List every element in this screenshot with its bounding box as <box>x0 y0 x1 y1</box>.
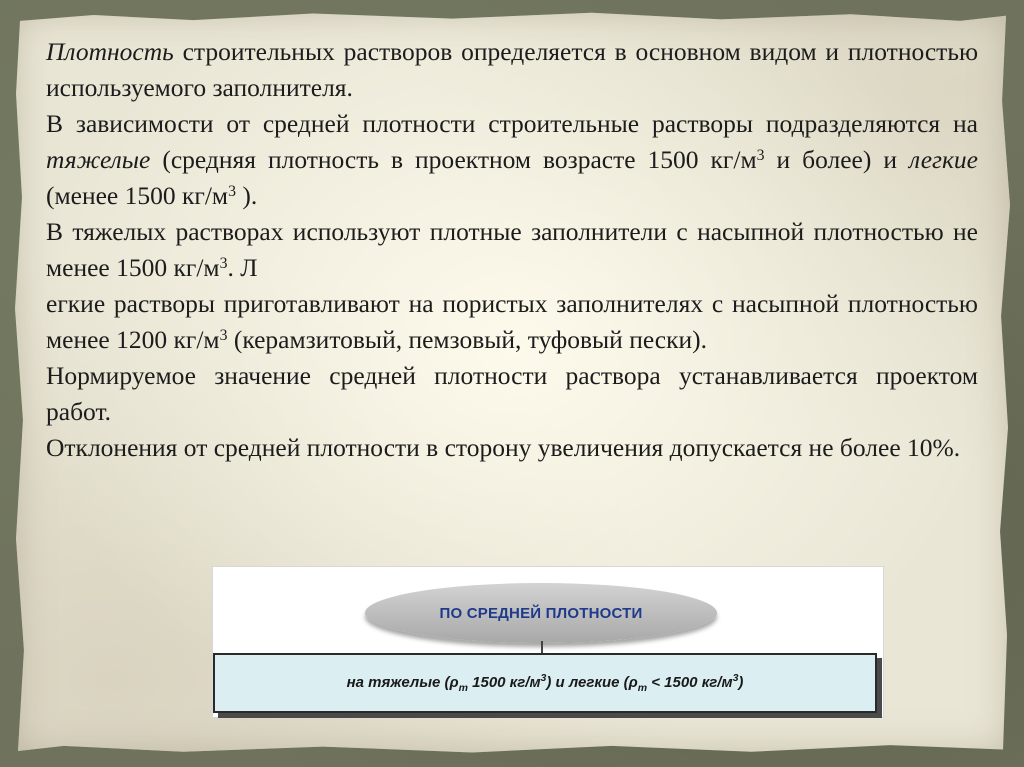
paragraph-text: (керамзитовый, пемзовый, туфовый пески). <box>227 325 708 354</box>
caption-text: 1500 кг/м <box>467 674 541 691</box>
paragraph-classification <box>46 106 978 214</box>
term-density: Плотность <box>46 37 174 66</box>
superscript: 3 <box>219 255 228 273</box>
paragraph-text: егкие растворы приготавливают на пористых заполнителях с насыпной плотностью менее 1200 кг/м <box>46 289 978 354</box>
paragraph-light-aggregates <box>46 286 978 358</box>
body-text <box>46 34 978 466</box>
paragraph-text: (менее 1500 кг/м <box>46 181 229 210</box>
density-diagram <box>212 566 884 718</box>
diagram-caption <box>347 672 744 694</box>
paragraph-text: (средняя плотность в проектном возрасте 1500 кг/м <box>150 145 757 174</box>
caption-text: ) и легкие (ρ <box>546 674 638 691</box>
paragraph-density-definition <box>46 34 978 106</box>
paragraph-text: . Л <box>227 253 258 282</box>
paragraph-text: ). <box>235 181 258 210</box>
superscript: 3 <box>219 327 228 345</box>
paragraph-text: и более) и <box>764 145 909 174</box>
caption-superscript: 3 <box>540 672 547 684</box>
paragraph-normative: Нормируемое значение средней плотности раствора устанавливается проектом работ. <box>46 361 978 426</box>
paragraph-text: строительных растворов определяется в основном видом и плотностью используемого заполнителя. <box>46 37 978 102</box>
caption-text: на тяжелые (ρ <box>346 674 459 691</box>
caption-text: ) <box>738 674 744 691</box>
paragraph-deviation: Отклонения от средней плотности в сторону увеличения допускается не более 10%. <box>46 433 961 462</box>
caption-text: < 1500 кг/м <box>647 674 733 691</box>
diagram-caption-box <box>213 653 877 713</box>
term-heavy: тяжелые <box>46 145 151 174</box>
paragraph-heavy-aggregates <box>46 214 978 286</box>
paragraph-text: В зависимости от средней плотности строительные растворы подразделяются на <box>46 109 978 138</box>
superscript: 3 <box>228 183 236 201</box>
paragraph-text: В тяжелых растворах используют плотные заполнители с насыпной плотностью не менее 1500 кг/м <box>46 217 978 282</box>
caption-subscript: m <box>458 682 468 694</box>
superscript: 3 <box>756 147 765 165</box>
diagram-heading-ellipse <box>365 583 717 643</box>
caption-superscript: 3 <box>732 672 739 684</box>
term-light: легкие <box>908 145 978 174</box>
diagram-heading: ПО СРЕДНЕЙ ПЛОТНОСТИ <box>439 604 643 622</box>
caption-subscript: m <box>637 682 648 694</box>
